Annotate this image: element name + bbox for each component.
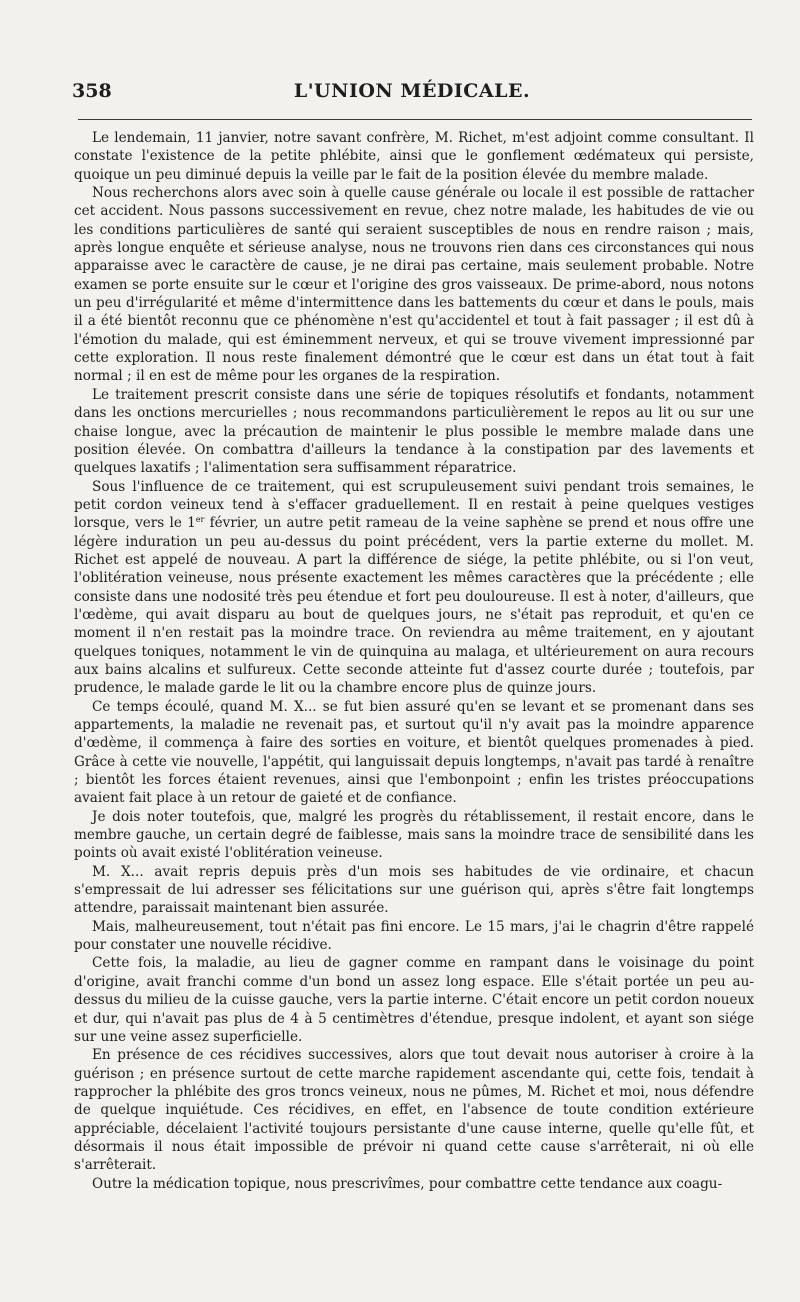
paragraph-7: M. X... avait repris depuis près d'un mois ses habitudes de vie ordinaire, et chacun s'empressait de lui adresser ses félicitations sur une guérison qui, après s'être fait longtemps attendre, paraissait maintenant bien assurée.: [74, 863, 754, 917]
paragraph-4: Sous l'influence de ce traitement, qui est scrupuleusement suivi pendant trois semaines, le petit cordon veineux tend à s'effacer graduellement. Il en restait à peine quelques vestiges lorsque, vers le 1er février, un autre petit rameau de la veine saphène se prend et nous offre une légère induration un peu au-dessus du point précédent, vers la partie externe du mollet. M. Richet est appelé de nouveau. A part la différence de siége, la petite phlébite, ou si l'on veut, l'oblitération veineuse, nous présente exactement les mêmes caractères que la précédente ; elle consiste dans une nodosité très peu étendue et fort peu douloureuse. Il est à noter, d'ailleurs, que l'œdème, qui avait disparu au bout de quelques jours, ne s'était pas reproduit, et qu'en ce moment il n'en restait pas la moindre trace. On reviendra au même traitement, en y ajoutant quelques toniques, notamment le vin de quinquina au malaga, et ultérieurement on aura recours aux bains alcalins et sulfureux. Cette seconde atteinte fut d'assez courte durée ; toutefois, par prudence, le malade garde le lit ou la chambre encore plus de quinze jours.: [74, 478, 754, 697]
paragraph-10: En présence de ces récidives successives, alors que tout devait nous autoriser à croire à la guérison ; en présence surtout de cette marche rapidement ascendante qui, cette fois, tendait à rapprocher la phlébite des gros troncs veineux, nous ne pûmes, M. Richet et moi, nous défendre de quelque inquiétude. Ces récidives, en effet, en l'absence de toute condition extérieure appréciable, décelaient l'activité toujours persistante d'une cause interne, quelle qu'elle fût, et désormais il nous était impossible de prévoir ni quand cette cause s'arrêterait, ni où elle s'arrêterait.: [74, 1047, 754, 1174]
journal-title: L'UNION MÉDICALE.: [293, 80, 531, 102]
paragraph-1: Le lendemain, 11 janvier, notre savant confrère, M. Richet, m'est adjoint comme consultant. Il constate l'existence de la petite phlébite, ainsi que le gonflement œdémateux qui persiste, quoique un peu diminué depuis la veille par le fait de la position élevée du membre malade.: [74, 130, 754, 183]
paragraph-5: Ce temps écoulé, quand M. X... se fut bien assuré qu'en se levant et se promenant dans ses appartements, la maladie ne revenait pas, et surtout qu'il n'y avait pas la moindre apparence d'œdème, il commença à faire des sorties en voiture, et bientôt quelques promenades à pied. Grâce à cette vie nouvelle, l'appétit, qui languissait depuis longtemps, n'avait pas tardé à renaître ; bientôt les forces étaient revenues, ainsi que l'embonpoint ; enfin les tristes préoccupations avaient fait place à un retour de gaieté et de confiance.: [74, 698, 754, 807]
article-body: [74, 129, 754, 1193]
page-header: [72, 80, 752, 110]
page-number: 358: [72, 80, 112, 102]
paragraph-6: Je dois noter toutefois, que, malgré les progrès du rétablissement, il restait encore, dans le membre gauche, un certain degré de faiblesse, mais sans la moindre trace de sensibilité dans les points où avait existé l'oblitération veineuse.: [74, 808, 754, 862]
header-rule: [78, 119, 752, 120]
paragraph-11: Outre la médication topique, nous prescrivîmes, pour combattre cette tendance aux coagu-: [92, 1175, 723, 1192]
paragraph-2: Nous recherchons alors avec soin à quelle cause générale ou locale il est possible de rattacher cet accident. Nous passons successivement en revue, chez notre malade, les habitudes de vie ou les conditions particulières de santé qui seraient susceptibles de nous en rendre raison ; mais, après longue enquête et sérieuse analyse, nous ne trouvons rien dans ces circonstances qui nous apparaisse avec le caractère de cause, je ne dirai pas certaine, mais seulement probable. Notre examen se porte ensuite sur le cœur et l'origine des gros vaisseaux. De prime-abord, nous notons un peu d'irrégularité et même d'intermittence dans les battements du cœur et dans le pouls, mais il a été bientôt reconnu que ce phénomène n'est qu'accidentel et tout à fait passager ; il est dû à l'émotion du malade, qui est éminemment nerveux, et qui se trouve vivement impressionné par cette exploration. Il nous reste finalement démontré que le cœur est dans un état tout à fait normal ; il en est de même pour les organes de la respiration.: [74, 185, 754, 385]
paragraph-3: Le traitement prescrit consiste dans une série de topiques résolutifs et fondants, notamment dans les onctions mercurielles ; nous recommandons particulièrement le repos au lit ou sur une chaise longue, avec la précaution de maintenir le plus possible le membre malade dans une position élevée. On combattra d'ailleurs la tendance à la constipation par des lavements et quelques laxatifs ; l'alimentation sera suffisamment réparatrice.: [74, 386, 754, 477]
paragraph-9: Cette fois, la maladie, au lieu de gagner comme en rampant dans le voisinage du point d'origine, avait franchi comme d'un bond un assez long espace. Elle s'était portée un peu au-dessus du milieu de la cuisse gauche, vers la partie interne. C'était encore un petit cordon noueux et dur, qui n'avait pas plus de 4 à 5 centimètres d'étendue, presque indolent, et ayant son siége sur une veine assez superficielle.: [74, 955, 754, 1045]
paragraph-8: Mais, malheureusement, tout n'était pas fini encore. Le 15 mars, j'ai le chagrin d'être rappelé pour constater une nouvelle récidive.: [74, 918, 754, 954]
ordinal-superscript: er: [195, 515, 205, 525]
